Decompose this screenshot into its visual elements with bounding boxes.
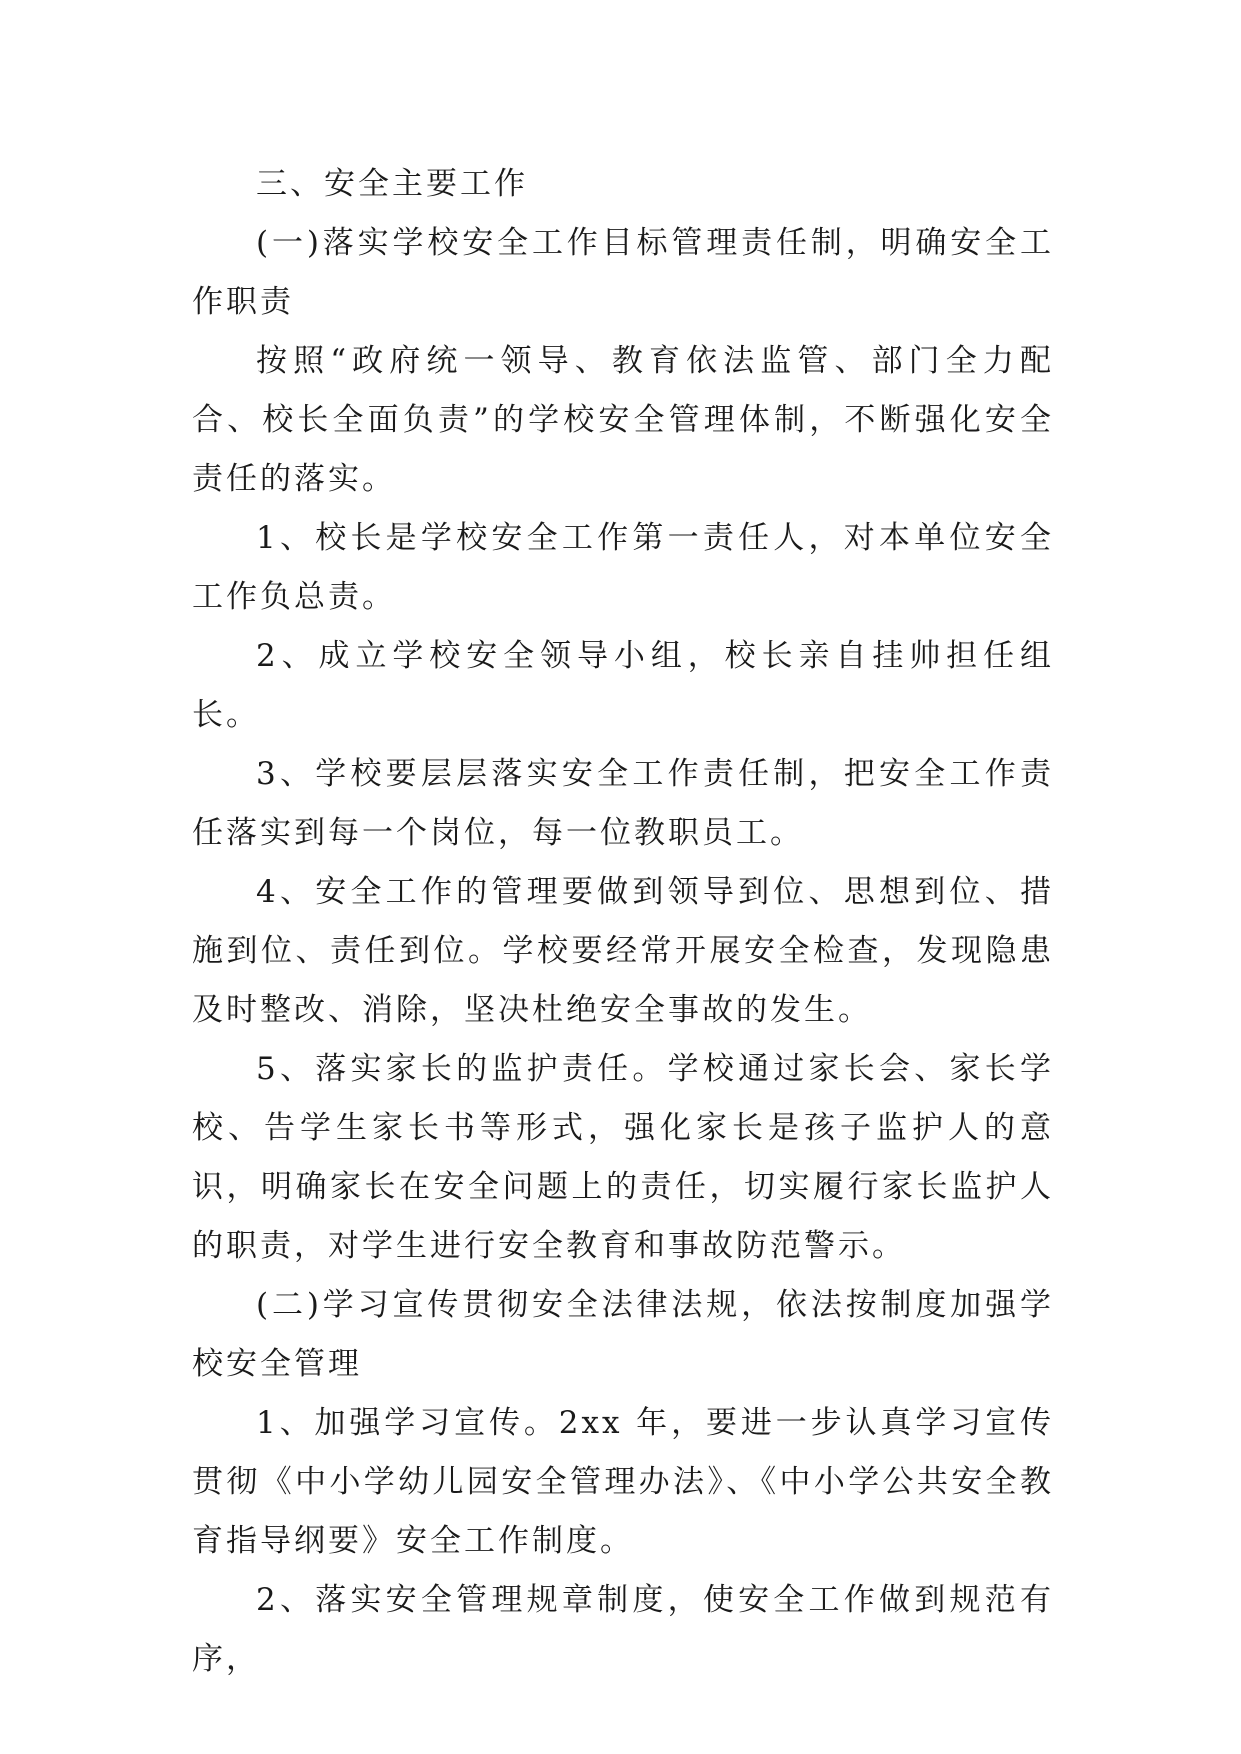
document-body bbox=[192, 155, 1054, 1689]
subsection-heading-1: (一)落实学校安全工作目标管理责任制，明确安全工作职责 bbox=[192, 225, 1054, 320]
list-item: 3、学校要层层落实安全工作责任制，把安全工作责任落实到每一个岗位，每一位教职员工。 bbox=[192, 756, 1054, 851]
list-item: 1、加强学习宣传。2xx 年，要进一步认真学习宣传贯彻《中小学幼儿园安全管理办法》、《中小学公共安全教育指导纲要》安全工作制度。 bbox=[192, 1405, 1054, 1559]
list-item: 1、校长是学校安全工作第一责任人，对本单位安全工作负总责。 bbox=[192, 520, 1054, 615]
list-item: 2、成立学校安全领导小组，校长亲自挂帅担任组长。 bbox=[192, 638, 1054, 733]
list-item: 4、安全工作的管理要做到领导到位、思想到位、措施到位、责任到位。学校要经常开展安全检查，发现隐患及时整改、消除，坚决杜绝安全事故的发生。 bbox=[192, 874, 1054, 1028]
list-item: 5、落实家长的监护责任。学校通过家长会、家长学校、告学生家长书等形式，强化家长是孩子监护人的意识，明确家长在安全问题上的责任，切实履行家长监护人的职责，对学生进行安全教育和事故防范警示。 bbox=[192, 1051, 1054, 1264]
section-heading: 三、安全主要工作 bbox=[256, 166, 528, 202]
paragraph: 按照“政府统一领导、教育依法监管、部门全力配合、校长全面负责”的学校安全管理体制，不断强化安全责任的落实。 bbox=[192, 343, 1054, 497]
subsection-heading-2: (二)学习宣传贯彻安全法律法规，依法按制度加强学校安全管理 bbox=[192, 1287, 1054, 1382]
list-item: 2、落实安全管理规章制度，使安全工作做到规范有序， bbox=[192, 1582, 1054, 1677]
